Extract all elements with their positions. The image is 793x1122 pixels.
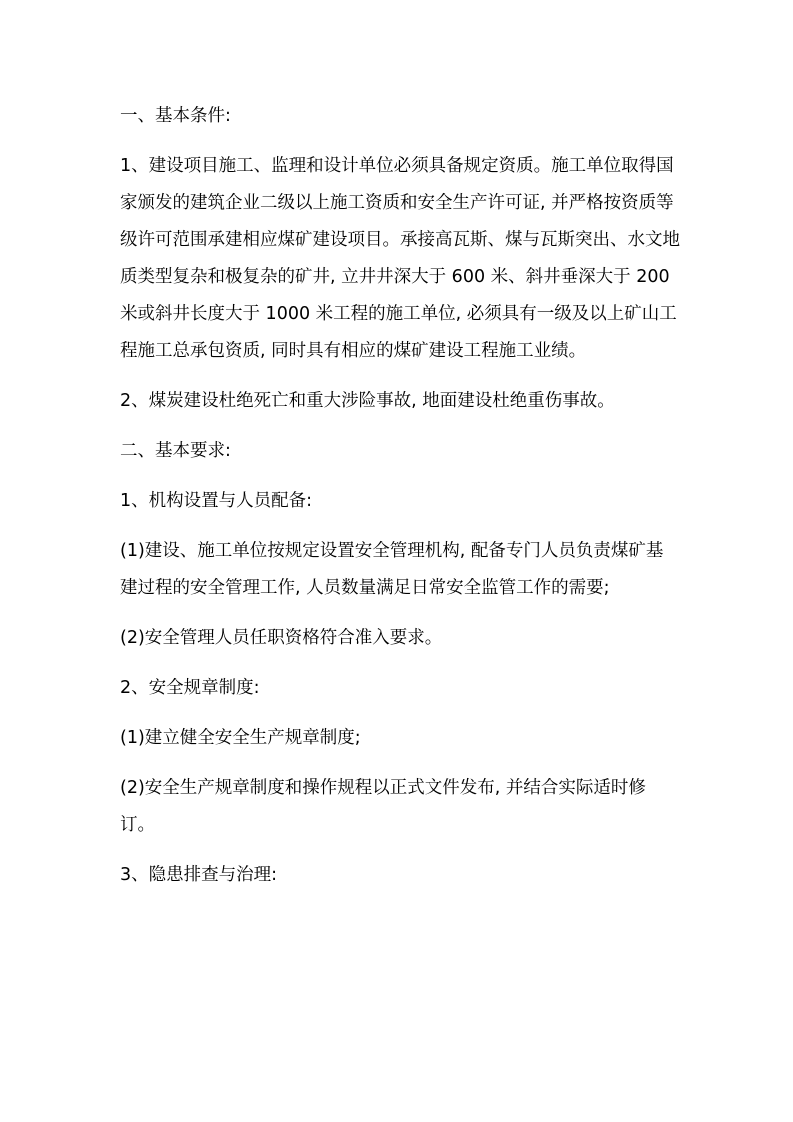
document-body <box>120 98 680 907</box>
item-safety-management-organization: (1)建设、施工单位按规定设置安全管理机构, 配备专门人员负责煤矿基建过程的安全管理工作, 人员数量满足日常安全监管工作的需要; <box>120 541 664 598</box>
subheading-organization-staffing: 1、机构设置与人员配备: <box>120 491 313 511</box>
item-establish-regulations: (1)建立健全安全生产规章制度; <box>120 728 361 748</box>
section-heading-basic-conditions: 一、基本条件: <box>120 106 231 126</box>
item-publish-regulations: (2)安全生产规章制度和操作规程以正式文件发布, 并结合实际适时修订。 <box>120 778 646 835</box>
section-heading-basic-requirements: 二、基本要求: <box>120 441 231 461</box>
item-staff-qualification: (2)安全管理人员任职资格符合准入要求。 <box>120 628 443 648</box>
subheading-safety-regulations: 2、安全规章制度: <box>120 678 260 698</box>
paragraph-qualification-requirements: 1、建设项目施工、监理和设计单位必须具备规定资质。施工单位取得国家颁发的建筑企业二级以上施工资质和安全生产许可证, 并严格按资质等级许可范围承建相应煤矿建设项目。承接高瓦斯、煤与瓦斯突出、水文地质类型复杂和极复杂的矿井, 立井井深大于 600 米、斜井垂深大于 200 米或斜井长度大于 1000 米工程的施工单位, 必须具有一级及以上矿山工程施工总承包资质, 同时具有相应的煤矿建设工程施工业绩。 <box>120 156 680 361</box>
paragraph-accident-goals: 2、煤炭建设杜绝死亡和重大涉险事故, 地面建设杜绝重伤事故。 <box>120 391 615 411</box>
subheading-hazard-investigation: 3、隐患排查与治理: <box>120 865 278 885</box>
